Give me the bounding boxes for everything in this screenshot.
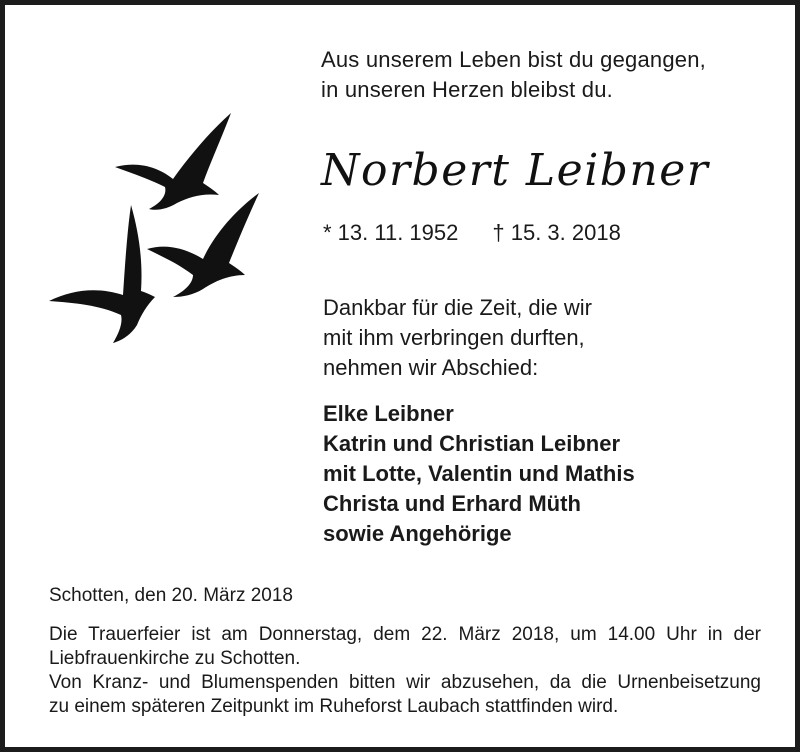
life-dates <box>323 218 621 248</box>
deceased-name: Norbert Leibner <box>321 145 710 196</box>
quote-line: in unseren Herzen bleibst du. <box>321 77 613 102</box>
funeral-info <box>49 623 761 719</box>
death-date: † 15. 3. 2018 <box>492 220 621 245</box>
mourner-name: mit Lotte, Valentin und Mathis <box>323 461 635 486</box>
funeral-info-line: Liebfrauenkirche zu Schotten. <box>49 648 301 669</box>
mourner-name: Katrin und Christian Leibner <box>323 431 621 456</box>
mourner-name: Elke Leibner <box>323 401 454 426</box>
thanks-line: Dankbar für die Zeit, die wir <box>323 295 592 320</box>
bird-top <box>115 113 231 210</box>
mourner-name: sowie Angehörige <box>323 521 512 546</box>
bird-left <box>49 205 155 343</box>
funeral-info-line: Die Trauerfeier ist am Donnerstag, dem 22. März 2018, um 14.00 Uhr in der <box>49 624 761 645</box>
three-flying-birds-icon <box>43 109 273 349</box>
quote-line: Aus unserem Leben bist du gegangen, <box>321 47 706 72</box>
thanks-line: mit ihm verbringen durften, <box>323 325 585 350</box>
place-and-date: Schotten, den 20. März 2018 <box>49 585 293 606</box>
thanks-text <box>323 293 592 383</box>
mourner-name: Christa und Erhard Müth <box>323 491 581 516</box>
memorial-quote <box>321 45 706 105</box>
funeral-info-line: zu einem späteren Zeitpunkt im Ruheforst Laubach stattfinden wird. <box>49 696 619 717</box>
funeral-info-line: Von Kranz- und Blumenspenden bitten wir abzusehen, da die Urnenbeisetzung <box>49 672 761 693</box>
birth-date: * 13. 11. 1952 <box>323 220 459 245</box>
mourners-list <box>323 399 635 549</box>
thanks-line: nehmen wir Abschied: <box>323 355 539 380</box>
